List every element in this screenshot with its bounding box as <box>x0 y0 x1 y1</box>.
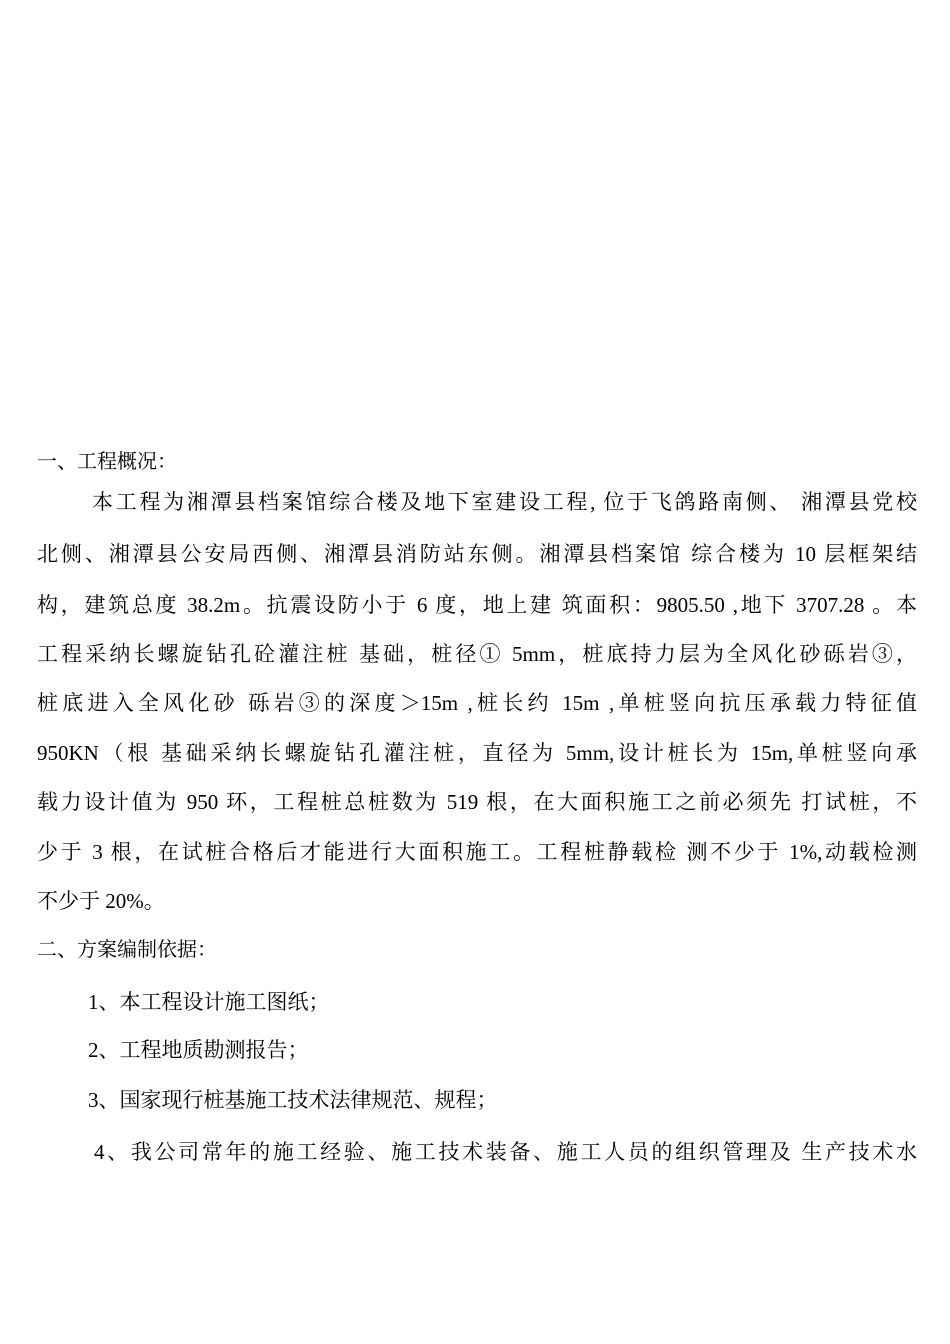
list-item: 3、国家现行桩基施工技术法律规范、规程； <box>88 1088 498 1112</box>
paragraph-line: 不少于 20%。 <box>37 889 165 913</box>
paragraph-line: 桩底进入全风化砂 砾岩③的深度＞15m ,桩长约 15m ,单桩竖向抗压承载力特征值 <box>37 691 917 715</box>
paragraph-line: 载力设计值为 950 环，工程桩总桩数为 519 根，在大面积施工之前必须先 打试桩，不 <box>37 790 917 814</box>
list-item: 2、工程地质勘测报告； <box>88 1038 309 1062</box>
paragraph-line: 构，建筑总度 38.2m。抗震设防小于 6 度，地上建 筑面积：9805.50 ,地下 3707.28 。本 <box>37 593 917 617</box>
list-item: 1、本工程设计施工图纸； <box>88 990 330 1014</box>
paragraph-line: 本工程为湘潭县档案馆综合楼及地下室建设工程, 位于飞鸽路南侧、 湘潭县党校 <box>92 490 917 514</box>
paragraph-line: 950KN（根 基础采纳长螺旋钻孔灌注桩，直径为 5mm,设计桩长为 15m,单桩竖向承 <box>37 741 917 765</box>
paragraph-line: 工程采纳长螺旋钻孔砼灌注桩 基础，桩径① 5mm，桩底持力层为全风化砂砾岩③， <box>37 642 917 666</box>
list-item: 4、我公司常年的施工经验、施工技术装备、施工人员的组织管理及 生产技术水 <box>94 1140 917 1164</box>
paragraph-line: 少于 3 根，在试桩合格后才能进行大面积施工。工程桩静载检 测不少于 1%,动载检测 <box>37 840 917 864</box>
section-1-heading: 一、工程概况： <box>37 451 177 473</box>
paragraph-line: 北侧、湘潭县公安局西侧、湘潭县消防站东侧。湘潭县档案馆 综合楼为 10 层框架结 <box>37 542 917 566</box>
section-2-heading: 二、方案编制依据： <box>37 939 217 961</box>
